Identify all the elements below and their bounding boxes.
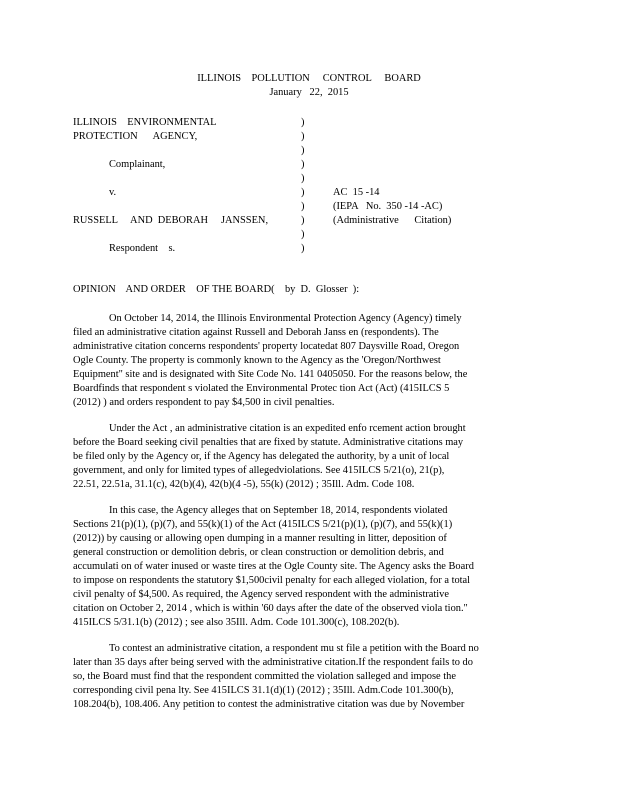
caption-paren: ) [301,145,305,156]
paragraph-line: so, the Board must find that the respondent committed the violation salleged and impose the [73,671,456,682]
paragraph-line: To contest an administrative citation, a respondent mu st file a petition with the Board no [109,643,479,654]
paragraph-line: corresponding civil pena lty. See 415ILCS 31.1(d)(1) (2012) ; 35Ill. Adm.Code 101.300(b), [73,685,454,696]
paragraph-3 [73,504,547,630]
paragraph-line: administrative citation concerns respondents' property locatedat 807 Daysville Road, Oregon [73,341,460,352]
paragraph-line: civil penalty of $4,500. As required, the Agency served respondent with the administrative [73,589,449,600]
paragraph-line: 108.204(b), 108.406. Any petition to contest the administrative citation was due by November [73,699,465,710]
caption-paren: ) [301,215,305,226]
caption-paren: ) [301,229,305,240]
paragraph-4 [73,642,547,712]
paragraph-line: to impose on respondents the statutory $1,500civil penalty for each alleged violation, for a total [73,575,471,586]
caption-paren: ) [301,201,305,212]
paragraph-line: filed an administrative citation against Russell and Deborah Janss en (respondents). The [73,327,439,338]
complainant-role: Complainant, [109,159,166,170]
paragraph-line: before the Board seeking civil penalties that are fixed by statute. Administrative citations may [73,437,464,448]
caption-paren: ) [301,173,305,184]
paragraph-line: Under the Act , an administrative citation is an expedited enfo rcement action brought [109,423,466,434]
paragraph-line: Ogle County. The property is commonly known to the Agency as the 'Oregon/Northwest [73,355,441,366]
paragraph-line: citation on October 2, 2014 , which is within '60 days after the date of the observed viola tion." [73,603,468,614]
paragraph-line: (2012)) by causing or allowing open dumping in a manner resulting in litter, deposition of [73,533,447,544]
paragraph-line: 22.51, 22.51a, 31.1(c), 42(b)(4), 42(b)(4 -5), 55(k) (2012) ; 35Ill. Adm. Code 108. [73,479,415,490]
paragraph-line: government, and only for limited types of allegedviolations. See 415ILCS 5/21(o), 21(p), [73,465,445,476]
paragraph-line: Sections 21(p)(1), (p)(7), and 55(k)(1) of the Act (415ILCS 5/21(p)(1), (p)(7), and 55(k)(1) [73,519,453,530]
caption-paren: ) [301,243,305,254]
order-date: January 22, 2015 [269,87,349,98]
paragraph-line: (2012) ) and orders respondent to pay $4,500 in civil penalties. [73,397,335,408]
caption-paren: ) [301,131,305,142]
versus-label: v. [109,187,117,198]
paragraph-line: Boardfinds that respondent s violated the Environmental Protec tion Act (Act) (415ILCS 5 [73,383,450,394]
case-number: AC 15 -14 [333,187,380,198]
caption-paren: ) [301,117,305,128]
complainant-name-line1: ILLINOIS ENVIRONMENTAL [73,117,217,128]
paragraph-1 [73,312,547,410]
paragraph-line: In this case, the Agency alleges that on September 18, 2014, respondents violated [109,505,448,516]
caption-paren: ) [301,159,305,170]
paragraph-line: general construction or demolition debris, or clean construction or demolition debris, and [73,547,444,558]
respondent-name: RUSSELL AND DEBORAH JANSSEN, [73,215,269,226]
paragraph-line: accumulati on of water inused or waste tires at the Ogle County site. The Agency asks the Board [73,561,474,572]
caption-paren: ) [301,187,305,198]
paragraph-2 [73,422,547,492]
caption-parentheses [301,116,311,256]
complainant-name-line2: PROTECTION AGENCY, [73,131,198,142]
iepa-number: (IEPA No. 350 -14 -AC) [333,201,443,212]
case-type: (Administrative Citation) [333,215,452,226]
paragraph-line: On October 14, 2014, the Illinois Environmental Protection Agency (Agency) timely [109,313,462,324]
paragraph-line: Equipment" site and is designated with Site Code No. 141 0405050. For the reasons below, the [73,369,468,380]
paragraph-line: later than 35 days after being served with the administrative citation.If the respondent fails to do [73,657,473,668]
respondent-role: Respondent s. [109,243,176,254]
board-title: ILLINOIS POLLUTION CONTROL BOARD [197,73,421,84]
paragraph-line: be filed only by the Agency or, if the Agency has delegated the authority, by a unit of local [73,451,450,462]
opinion-heading: OPINION AND ORDER OF THE BOARD( by D. Glosser ): [73,284,360,295]
paragraph-line: 415ILCS 5/31.1(b) (2012) ; see also 35Ill. Adm. Code 101.300(c), 108.202(b). [73,617,400,628]
